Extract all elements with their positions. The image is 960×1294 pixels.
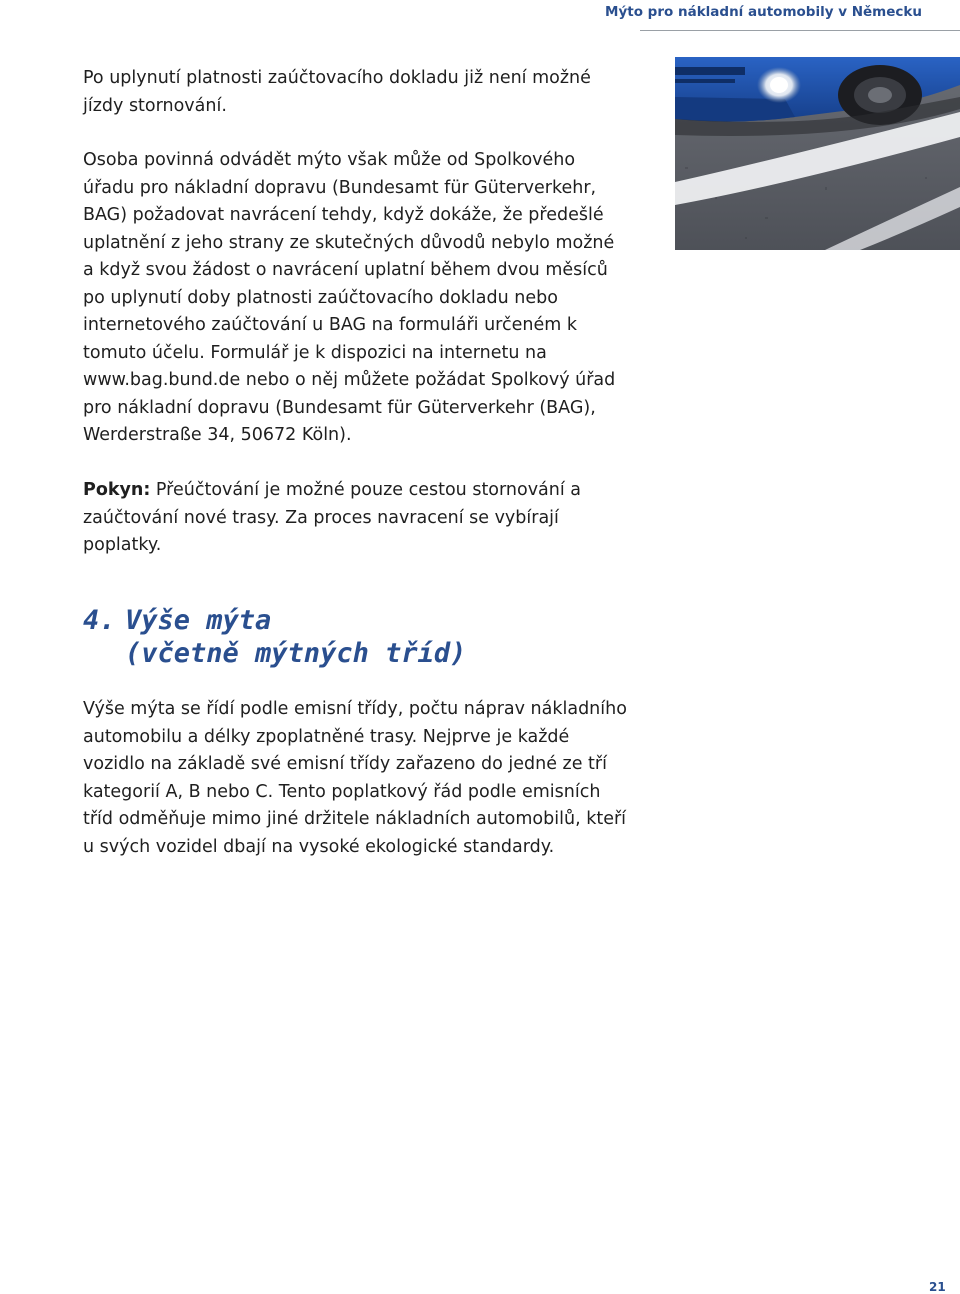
note-paragraph — [83, 477, 623, 560]
section-number: 4. — [83, 605, 116, 636]
section-heading — [83, 604, 466, 670]
page-number: 21 — [929, 1280, 946, 1294]
section-title-line2: (včetně mýtných tříd) — [125, 638, 467, 669]
paragraph-storno-expiry: Po uplynutí platnosti zaúčtovacího dokladu již není možné jízdy stornování. — [83, 68, 591, 116]
note-label: Pokyn: — [83, 480, 151, 500]
paragraph-toll-amount: Výše mýta se řídí podle emisní třídy, počtu náprav nákladního automobilu a délky zpoplatněné trasy. Nejprve je každé vozidlo na základě své emisní třídy zařazeno do jedné ze tří kategorií A, B nebo C. Tento poplatkový řád podle emisních tříd odměňuje mimo jiné držitele nákladních automobilů, kteří u svých vozidel dbají na vysoké ekologické standardy. — [83, 699, 627, 857]
section-title-line1: Výše mýta — [125, 605, 272, 636]
note-text: Přeúčtování je možné pouze cestou stornování a zaúčtování nové trasy. Za proces navracení se vybírají poplatky. — [83, 480, 582, 555]
paragraph-refund-procedure: Osoba povinná odvádět mýto však může od Spolkového úřadu pro nákladní dopravu (Bundesamt für Güterverkehr, BAG) požadovat navrácení tehdy, když dokáže, že předešlé uplatnění z jeho strany ze skutečných důvodů nebylo možné a když svou žádost o navrácení uplatní během dvou měsíců po uplynutí doby platnosti zaúčtovacího dokladu nebo internetového zaúčtování u BAG na formuláři určeném k tomuto účelu. Formulář je k dispozici na internetu na www.bag.bund.de nebo o něj můžete požádat Spolkový úřad pro nákladní dopravu (Bundesamt für Güterverkehr (BAG), Werderstraße 34, 50672 Köln). — [83, 150, 616, 445]
running-header: Mýto pro nákladní automobily v Německu — [605, 4, 922, 20]
truck-photo — [675, 57, 960, 250]
